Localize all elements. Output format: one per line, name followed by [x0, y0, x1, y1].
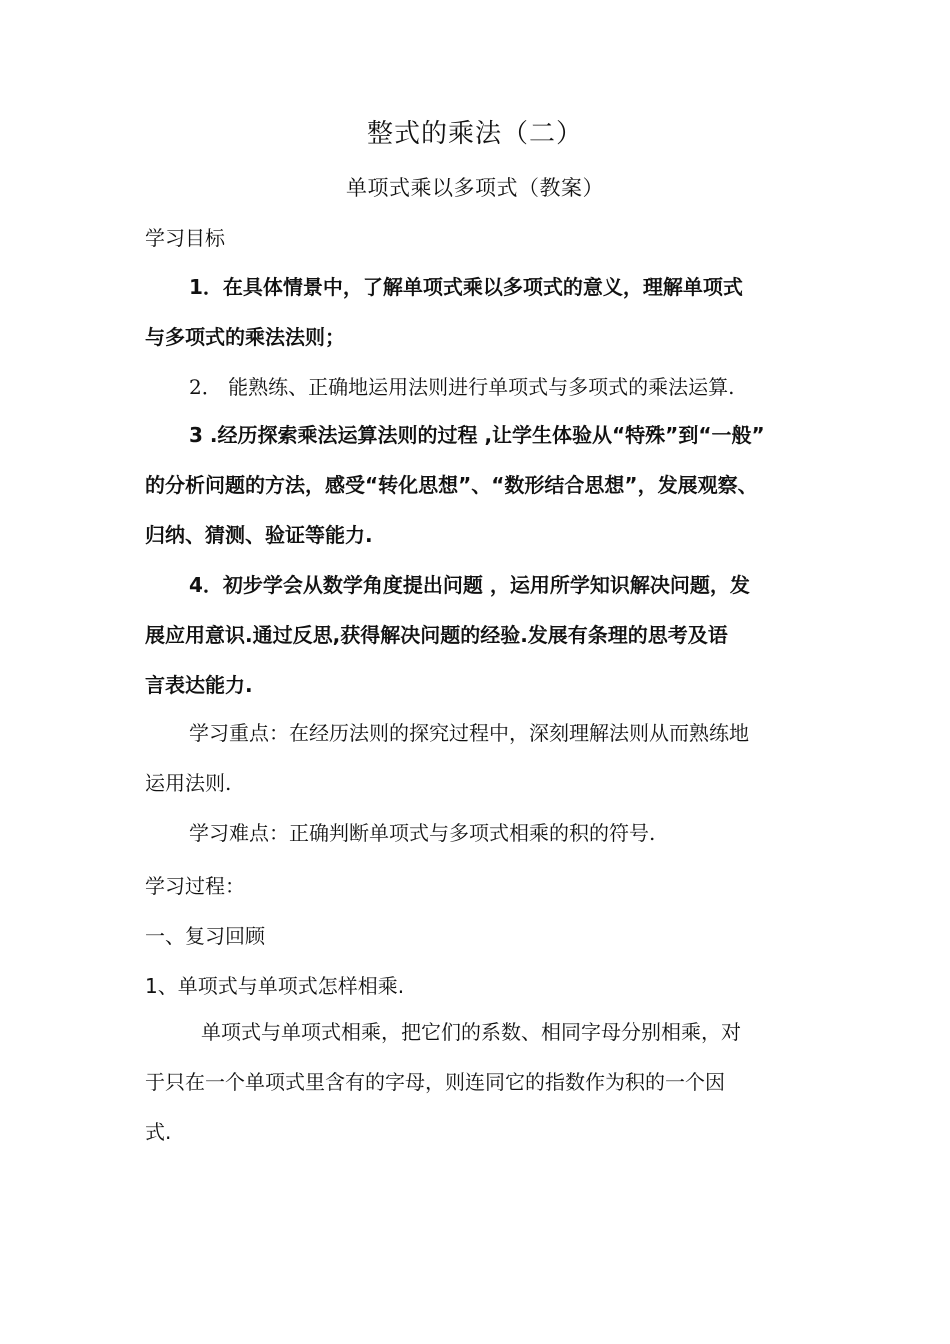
- objective-4-line-3: 言表达能力.: [145, 673, 253, 697]
- objective-1-line-1: 1．在具体情景中，了解单项式乘以多项式的意义，理解单项式: [189, 275, 743, 299]
- objective-3: [145, 410, 807, 560]
- answer-1-line-2: 于只在一个单项式里含有的字母，则连同它的指数作为积的一个因: [145, 1070, 725, 1094]
- objective-4-line-2: 展应用意识.通过反思,获得解决问题的经验.发展有条理的思考及语: [145, 623, 728, 647]
- answer-1: [145, 1007, 807, 1157]
- difficulty: [145, 808, 807, 858]
- objective-4: [145, 560, 807, 710]
- objective-3-line-1: 3 .经历探索乘法运算法则的过程 ,让学生体验从“特殊”到“一般”: [189, 423, 765, 447]
- section-1-heading: 一、复习回顾: [145, 924, 265, 948]
- objective-2: [145, 362, 807, 412]
- answer-1-line-1: 单项式与单项式相乘，把它们的系数、相同字母分别相乘，对: [201, 1020, 741, 1044]
- key-points-line-2: 运用法则.: [145, 771, 232, 795]
- question-1: 1、单项式与单项式怎样相乘.: [145, 974, 405, 998]
- document-title: 整式的乘法（二）: [366, 119, 583, 149]
- process-heading: 学习过程：: [145, 874, 245, 898]
- key-points: [145, 708, 807, 808]
- document-subtitle: 单项式乘以多项式（教案）: [346, 176, 604, 200]
- objective-2-line-1: 2． 能熟练、正确地运用法则进行单项式与多项式的乘法运算.: [189, 375, 735, 399]
- objective-3-line-3: 归纳、猜测、验证等能力.: [145, 523, 373, 547]
- objective-1-line-2: 与多项式的乘法法则；: [145, 325, 345, 349]
- objectives-heading: 学习目标: [145, 226, 225, 250]
- key-points-line-1: 学习重点：在经历法则的探究过程中，深刻理解法则从而熟练地: [189, 721, 749, 745]
- answer-1-line-3: 式.: [145, 1120, 172, 1144]
- objective-1: [145, 262, 807, 362]
- objective-4-line-1: 4．初步学会从数学角度提出问题 ，运用所学知识解决问题，发: [189, 573, 750, 597]
- objective-3-line-2: 的分析问题的方法，感受“转化思想”、“数形结合思想”，发展观察、: [145, 473, 758, 497]
- difficulty-line-1: 学习难点：正确判断单项式与多项式相乘的积的符号.: [189, 821, 656, 845]
